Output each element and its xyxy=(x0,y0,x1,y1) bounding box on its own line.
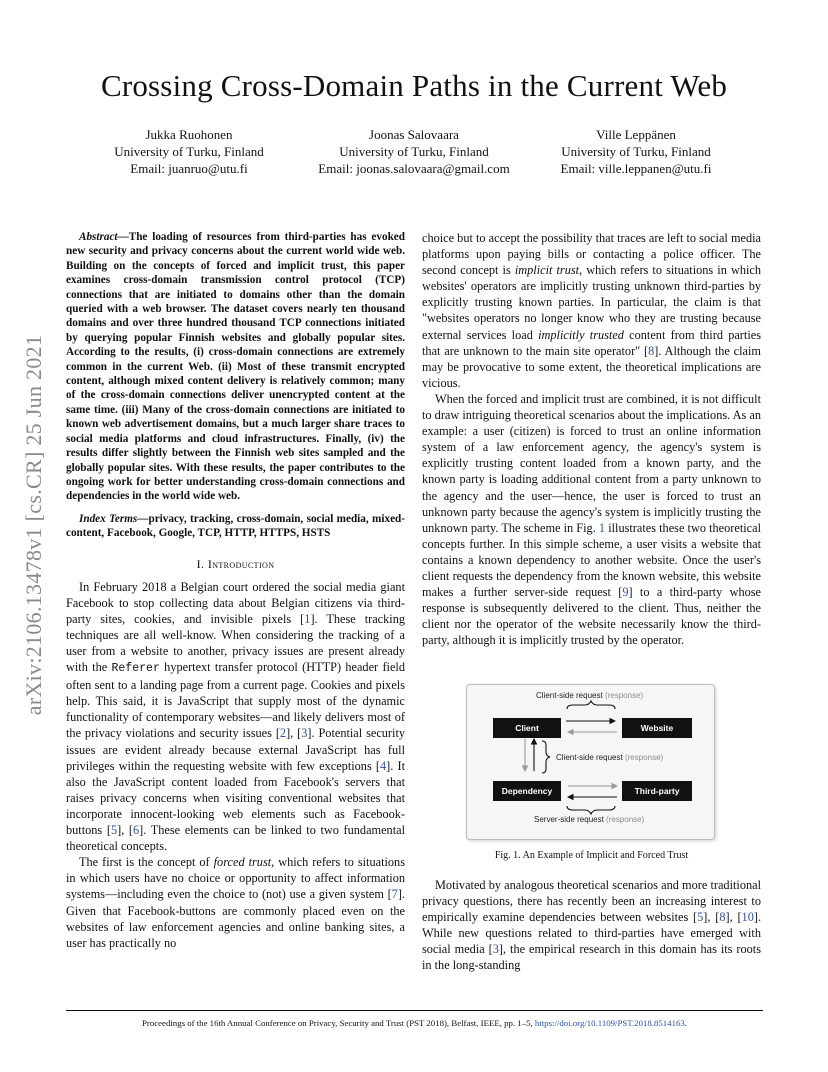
author-name: Jukka Ruohonen xyxy=(145,127,233,142)
label-text: Client-side request xyxy=(536,691,603,700)
author-email: Email: joonas.salovaara@gmail.com xyxy=(318,161,510,176)
author-name: Joonas Salovaara xyxy=(369,127,459,142)
citation-link[interactable]: 4 xyxy=(380,758,387,773)
citation-link[interactable]: 8 xyxy=(648,343,655,358)
right-paragraph-3 xyxy=(422,877,761,974)
text-span: ], [ xyxy=(117,823,133,838)
middle-brace xyxy=(542,741,550,773)
figure-link[interactable]: 1 xyxy=(598,520,606,535)
citation-link[interactable]: 5 xyxy=(110,823,118,838)
text-span: ], the empirical research in this domain has its roots in the long-standing xyxy=(422,942,761,973)
emphasis: implicitly trusted xyxy=(538,327,624,342)
doi-link[interactable]: https://doi.org/10.1109/PST.2018.8514163 xyxy=(534,1018,685,1028)
citation-link[interactable]: 6 xyxy=(132,823,140,838)
citation-link[interactable]: 3 xyxy=(492,942,499,957)
text-span: ]. While new questions related to third-parties have emerged with social media [ xyxy=(422,910,762,957)
author-name: Ville Leppänen xyxy=(596,127,676,142)
label-response: (response) xyxy=(606,815,645,824)
bottom-brace xyxy=(567,806,615,814)
right-paragraph-2 xyxy=(422,391,761,649)
author-block-3 xyxy=(521,126,751,177)
citation-link[interactable]: 9 xyxy=(622,585,629,600)
website-box: Website xyxy=(622,718,692,738)
right-paragraph-1 xyxy=(422,230,761,391)
section-number: I. xyxy=(196,556,208,571)
index-terms-lead: Index Terms xyxy=(79,512,138,525)
text-span: ]. These tracking techniques are all well-know. When considering the tracking of a user from a website to another, privacy issues are present already with the xyxy=(66,611,405,675)
left-column xyxy=(66,230,405,951)
index-terms xyxy=(66,512,405,541)
text-span: In February 2018 a Belgian court ordered the social media giant Facebook to stop collecting data about Belgian citizens via third-party sites, cookies, and invisible pixels [ xyxy=(66,579,405,626)
abstract xyxy=(66,230,405,504)
citation-link[interactable]: 1 xyxy=(304,611,311,626)
trust-diagram xyxy=(466,684,715,840)
label-response: (response) xyxy=(604,691,644,700)
top-brace xyxy=(567,701,615,709)
third-party-box: Third-party xyxy=(622,781,692,801)
abstract-lead: Abstract xyxy=(79,231,118,243)
footer-end: . xyxy=(684,1018,687,1028)
paper-title: Crossing Cross-Domain Paths in the Current Web xyxy=(100,68,728,103)
citation-link[interactable]: 10 xyxy=(741,910,754,925)
citation-link[interactable]: 3 xyxy=(301,726,308,741)
text-span: ]. These elements can be linked to two fundamental theoretical concepts. xyxy=(66,823,405,854)
citation-link[interactable]: 8 xyxy=(719,910,726,925)
text-span: Motivated by analogous theoretical scenarios and more traditional privacy questions, there has recently been an increasing interest to empirically examine dependencies between websites [ xyxy=(422,878,761,925)
intro-paragraph-1 xyxy=(66,579,405,855)
client-box: Client xyxy=(493,718,561,738)
text-span: ]. Although the claim may be provocative to some extent, the theoretical implications are vicious. xyxy=(422,343,761,390)
footer xyxy=(66,1018,763,1028)
arxiv-identifier: arXiv:2106.13478v1 [cs.CR] 25 Jun 2021 xyxy=(21,334,46,716)
citation-link[interactable]: 7 xyxy=(391,887,398,902)
referer-code: Referer xyxy=(111,662,160,676)
abstract-text: —The loading of resources from third-parties has evoked new security and privacy concerns about the current world wide web. Building on the concepts of forced and implicit trust, this paper examines cross-domain transmission control protocol (TCP) connections that are initiated to domains other than the domain queried with a web browser. The dataset covers nearly ten thousand domains and over three hundred thousand TCP connections initiated by querying popular Finnish websites and globally popular sites. According to the results, (i) cross-domain connections are extremely common in the current Web. (ii) Most of these transmit encrypted content, although mixed content delivery is relatively common; many of the cross-domain connections deliver unencrypted content at the same time. (iii) Many of the cross-domain connections are initiated to known web advertisement domains, but a much larger share traces to social media platforms and cloud infrastructures. Finally, (iv) the results differ slightly between the Finnish web sites sampled and the globally popular sites. With these results, the paper contributes to the ongoing work for better understanding cross-domain connections and dependencies in the world wide web. xyxy=(66,231,405,503)
author-block-2 xyxy=(299,126,529,177)
author-block-1 xyxy=(74,126,304,177)
text-span: choice but to accept the possibility that traces are left to social media platforms upon paying bills or contacting a police officer. The second concept is xyxy=(422,231,761,278)
intro-paragraph-2 xyxy=(66,854,405,951)
citation-link[interactable]: 5 xyxy=(697,910,704,925)
author-email: Email: ville.leppanen@utu.fi xyxy=(560,161,712,176)
dependency-box: Dependency xyxy=(493,781,561,801)
text-span: ], [ xyxy=(286,726,302,741)
emphasis: implicit trust xyxy=(514,263,580,278)
text-span: ], [ xyxy=(703,910,720,925)
citation-link[interactable]: 2 xyxy=(279,726,287,741)
section-title: Introduction xyxy=(207,556,275,571)
author-affiliation: University of Turku, Finland xyxy=(339,144,489,159)
text-span: When the forced and implicit trust are combined, it is not difficult to draw intriguing theoretical scenarios about the implications. As an example: a user (citizen) is forced to trust an online information system of a law enforcement agency, the agency's system is explicitly trusting content loaded from a known party, and the known party is loading additional content from a party unknown to the agency and the user—hence, the user is forced to trust an unknown party because the agency's system is implicitly trusting the unknown party. The scheme in Fig. xyxy=(422,391,761,535)
text-span: content from third parties that are unknown to the main site operator" [ xyxy=(422,327,761,358)
arxiv-side-stamp xyxy=(14,290,54,760)
emphasis: forced trust xyxy=(213,855,272,870)
right-column-continued xyxy=(422,877,761,974)
middle-request-label xyxy=(556,753,663,762)
label-response: (response) xyxy=(624,753,664,762)
index-terms-text: —privacy, tracking, cross-domain, social media, mixed-content, Facebook, Google, TCP, HTTP, HTTPS, HSTS xyxy=(66,512,405,540)
text-span: ]. It also the JavaScript content loaded from Facebook's servers that raises privacy concerns when visiting conventional websites that incorporate innocent-looking web elements such as Facebook-buttons [ xyxy=(66,758,405,838)
text-span: illustrates these two theoretical concepts further. In this simple scheme, a user visits a website that contains a known dependency to another website. Once the user's client requests the dependency from the known website, this website makes a further server-side request [ xyxy=(422,520,761,600)
author-email: Email: juanruo@utu.fi xyxy=(130,161,248,176)
footer-text: Proceedings of the 16th Annual Conference on Privacy, Security and Trust (PST 2018), Belfast, IEEE, pp. 1–5, xyxy=(142,1018,535,1028)
author-affiliation: University of Turku, Finland xyxy=(114,144,264,159)
section-heading xyxy=(66,556,405,572)
text-span: ]. Potential security issues are evident already because external JavaScript has full privileges within the requesting website with few exceptions [ xyxy=(66,726,406,773)
label-text: Client-side request xyxy=(556,753,623,762)
right-column xyxy=(422,230,761,648)
text-span: , which refers to situations in which websites' operators are implicitly trusting unknown third-parties by explicitly trusting known parties. In particular, the claim is that "websites operators no longer know who they are trusting because external services load xyxy=(422,263,761,342)
text-span: ]. Given that Facebook-buttons are commonly placed even on the websites of law enforcement agencies and online banking sites, a user has practically no xyxy=(66,887,405,950)
figure-caption: Fig. 1. An Example of Implicit and Forced Trust xyxy=(494,850,689,861)
author-affiliation: University of Turku, Finland xyxy=(561,144,711,159)
bottom-request-label xyxy=(534,815,644,824)
text-span: The first is the concept of xyxy=(79,855,214,870)
text-span: hypertext transfer protocol (HTTP) header field often sent to a landing page from a current page. Cookies and pixels help. This said, it is JavaScript that supply most of the dynamic functionality of contemporary websites—and likely delivers most of the privacy violations and security issues [ xyxy=(66,660,405,741)
footer-rule xyxy=(66,1010,763,1011)
text-span: , which refers to situations in which users have no choice or opportunity to affect information systems—including even the choice to (not) use a given system [ xyxy=(66,855,405,902)
label-text: Server-side request xyxy=(534,815,604,824)
text-span: ], [ xyxy=(725,910,742,925)
text-span: ] to a third-party whose response is subsequently delivered to the client. Thus, neither the client nor the operator of the website necessarily know the third-party, although it is implicitly trusted by the operator. xyxy=(422,585,761,648)
top-request-label xyxy=(536,691,643,700)
